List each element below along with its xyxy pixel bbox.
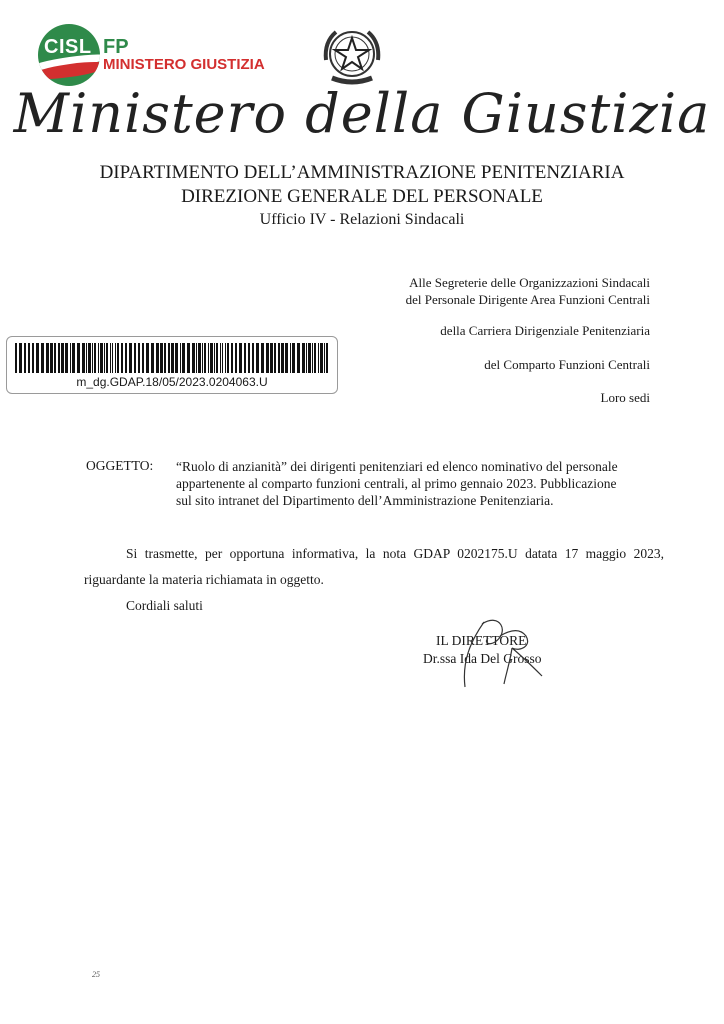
barcode-bar	[308, 343, 311, 373]
letter-body	[84, 541, 664, 619]
barcode-bar	[231, 343, 233, 373]
recipient-line-1: Alle Segreterie delle Organizzazioni Sindacali	[409, 275, 650, 290]
barcode-bar	[115, 343, 116, 373]
barcode-bar	[297, 343, 300, 373]
barcode-bar	[134, 343, 136, 373]
department-heading: DIPARTIMENTO DELL’AMMINISTRAZIONE PENITENZIARIA	[99, 162, 625, 183]
barcode-bar	[175, 343, 178, 373]
signatory-role: IL DIRETTORE	[436, 633, 527, 648]
barcode-bar	[160, 343, 163, 373]
cisl-fp-logo	[38, 24, 278, 84]
ministry-script-title: Ministero della Giustizia	[13, 82, 711, 145]
barcode-bar	[171, 343, 174, 373]
barcode-bar	[164, 343, 166, 373]
barcode-bar	[94, 343, 96, 373]
barcode-bar	[320, 343, 323, 373]
barcode-bar	[32, 343, 34, 373]
barcode-bar	[168, 343, 170, 373]
barcode-bar	[274, 343, 276, 373]
signatory-name: Dr.ssa Ida Del Grosso	[423, 651, 542, 666]
barcode-bar	[187, 343, 190, 373]
barcode-bar	[146, 343, 149, 373]
barcode-bar	[129, 343, 132, 373]
barcode-bar	[151, 343, 154, 373]
barcode-bar	[98, 343, 99, 373]
footer-mark: 25	[92, 970, 100, 979]
cisl-logo-circle	[38, 24, 100, 86]
barcode-bar	[41, 343, 44, 373]
barcode-bar	[117, 343, 119, 373]
office-heading: Ufficio IV - Relazioni Sindacali	[259, 211, 465, 228]
subject-line-3: sul sito intranet del Dipartimento dell’Amministrazione Penitenziaria.	[176, 493, 554, 508]
barcode-bar	[142, 343, 144, 373]
barcode-bar	[202, 343, 203, 373]
barcode-bar	[314, 343, 316, 373]
barcode-bar	[312, 343, 313, 373]
barcode-bar	[54, 343, 56, 373]
barcode-bar	[24, 343, 26, 373]
barcode-bars	[13, 343, 331, 373]
cisl-logo-text: CISL	[44, 36, 92, 58]
barcode-bar	[270, 343, 273, 373]
barcode-bar	[290, 343, 291, 373]
barcode-bar	[112, 343, 113, 373]
barcode-bar	[214, 343, 215, 373]
barcode-bar	[100, 343, 103, 373]
barcode-bar	[261, 343, 264, 373]
barcode-bar	[156, 343, 159, 373]
barcode-bar	[239, 343, 242, 373]
recipient-line-4: del Comparto Funzioni Centrali	[484, 357, 650, 372]
barcode-bar	[72, 343, 75, 373]
recipient-line-3: della Carriera Dirigenziale Penitenziaria	[440, 323, 650, 338]
barcode-bar	[77, 343, 80, 373]
barcode-bar	[82, 343, 85, 373]
barcode-bar	[15, 343, 17, 373]
subject-line-2: appartenente al comparto funzioni centrali, al primo gennaio 2023. Pubblicazione	[176, 476, 617, 491]
protocol-barcode	[6, 336, 338, 394]
recipient-line-2: del Personale Dirigente Area Funzioni Centrali	[405, 292, 650, 307]
barcode-bar	[106, 343, 108, 373]
barcode-bar	[227, 343, 229, 373]
barcode-bar	[326, 343, 328, 373]
barcode-bar	[88, 343, 91, 373]
barcode-bar	[50, 343, 53, 373]
barcode-bar	[121, 343, 123, 373]
closing-greeting: Cordiali saluti	[126, 598, 203, 613]
direction-heading: DIREZIONE GENERALE DEL PERSONALE	[181, 186, 543, 207]
barcode-bar	[104, 343, 105, 373]
barcode-bar	[292, 343, 295, 373]
barcode-bar	[19, 343, 22, 373]
barcode-bar	[182, 343, 185, 373]
italian-republic-emblem-icon	[318, 22, 386, 90]
barcode-bar	[65, 343, 68, 373]
barcode-bar	[208, 343, 209, 373]
barcode-bar	[192, 343, 195, 373]
barcode-bar	[110, 343, 111, 373]
barcode-bar	[278, 343, 280, 373]
barcode-bar	[70, 343, 71, 373]
barcode-bar	[92, 343, 93, 373]
barcode-bar	[216, 343, 218, 373]
barcode-bar	[324, 343, 325, 373]
cisl-fp-text: FP	[103, 36, 129, 58]
barcode-bar	[196, 343, 197, 373]
barcode-bar	[61, 343, 64, 373]
barcode-bar	[281, 343, 284, 373]
subject-text	[176, 458, 656, 509]
barcode-bar	[225, 343, 226, 373]
body-paragraph: Si trasmette, per opportuna informativa, la nota GDAP 0202175.U datata 17 maggio 2023, riguardante la materia richiamata in oggetto.	[84, 546, 664, 587]
barcode-bar	[306, 343, 307, 373]
barcode-bar	[28, 343, 30, 373]
barcode-bar	[220, 343, 221, 373]
barcode-bar	[252, 343, 254, 373]
barcode-bar	[318, 343, 319, 373]
barcode-bar	[235, 343, 237, 373]
barcode-bar	[204, 343, 206, 373]
barcode-bar	[302, 343, 305, 373]
barcode-bar	[125, 343, 127, 373]
barcode-bar	[266, 343, 269, 373]
cisl-ministero-text: MINISTERO GIUSTIZIA	[103, 56, 265, 73]
barcode-bar	[222, 343, 223, 373]
protocol-code: m_dg.GDAP.18/05/2023.0204063.U	[76, 375, 268, 389]
barcode-bar	[256, 343, 259, 373]
subject-line-1: “Ruolo di anzianità” dei dirigenti penitenziari ed elenco nominativo del personale	[176, 459, 618, 474]
barcode-bar	[180, 343, 181, 373]
barcode-bar	[285, 343, 288, 373]
barcode-bar	[210, 343, 213, 373]
barcode-bar	[248, 343, 250, 373]
barcode-bar	[36, 343, 39, 373]
barcode-bar	[198, 343, 201, 373]
barcode-bar	[46, 343, 49, 373]
barcode-bar	[58, 343, 60, 373]
barcode-bar	[244, 343, 246, 373]
recipient-line-5: Loro sedi	[600, 390, 650, 405]
barcode-bar	[138, 343, 140, 373]
subject-label: OGGETTO:	[86, 458, 154, 473]
handwritten-signature	[440, 612, 570, 692]
barcode-bar	[86, 343, 87, 373]
